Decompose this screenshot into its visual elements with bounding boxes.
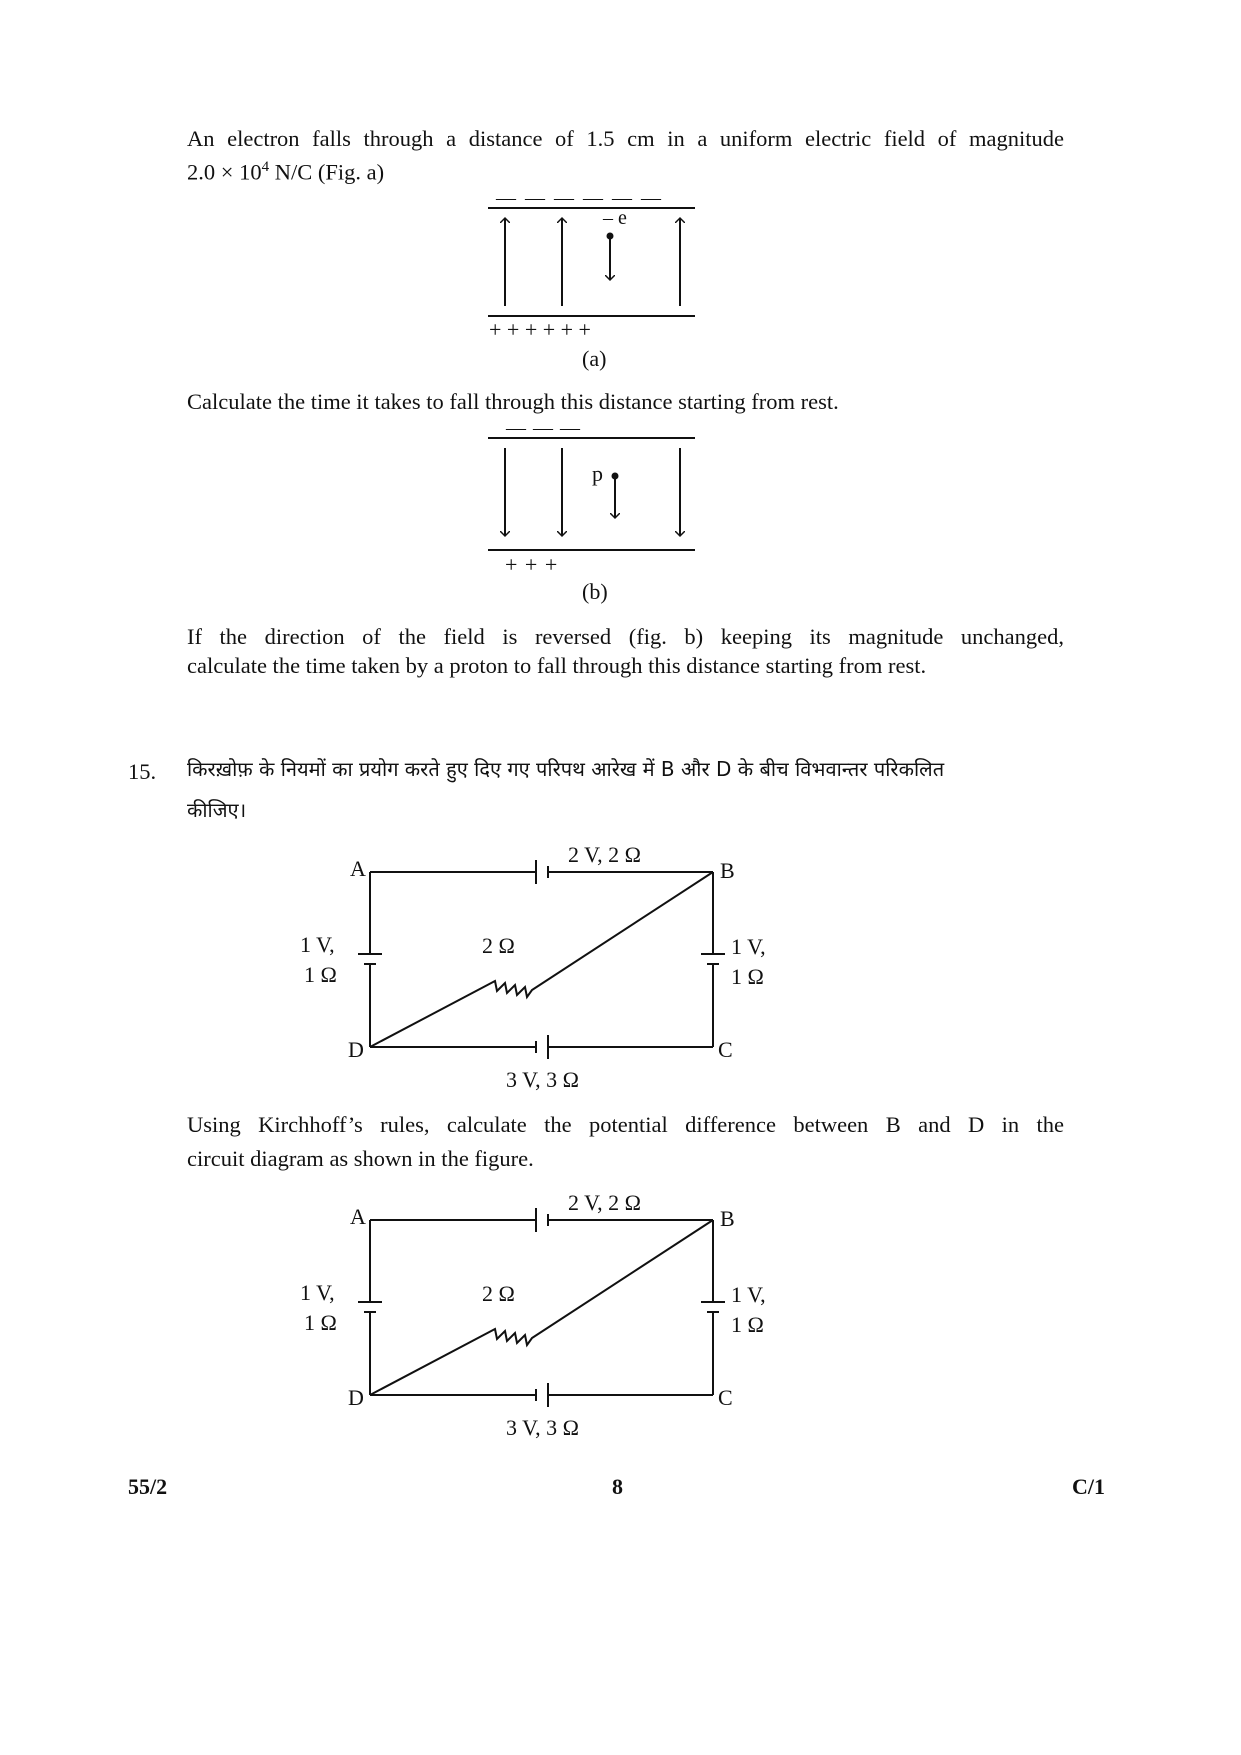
fig-b-top-plate-charges: — — —: [506, 420, 581, 439]
fig-a-caption: (a): [582, 346, 607, 371]
page-number: 8: [612, 1474, 623, 1499]
fig-a-bottom-plate-charges: + + + + + +: [489, 317, 591, 342]
diagonal-resistor-label: 2 Ω: [482, 1281, 515, 1306]
q14-reverse-line2: calculate the time taken by a proton to fall through this distance starting from rest.: [187, 653, 927, 678]
q15-english-line1: Using Kirchhoff’s rules, calculate the potential difference between B and D in the: [187, 1112, 1064, 1137]
set-code: C/1: [1072, 1474, 1105, 1499]
node-c-label: C: [718, 1037, 733, 1062]
circuit-diagram-english: [300, 1190, 780, 1450]
left-cell-resistance: 1 Ω: [304, 1310, 337, 1335]
field-exponent: 4: [261, 159, 270, 175]
top-cell-label: 2 V, 2 Ω: [568, 842, 642, 867]
right-cell-voltage: 1 V,: [731, 1282, 766, 1307]
electron-label: – e: [603, 207, 627, 229]
node-d-label: D: [348, 1385, 364, 1410]
q15-english-line2: circuit diagram as shown in the figure.: [187, 1146, 534, 1171]
fig-a-top-plate-charges: — — — — — —: [496, 188, 663, 209]
question-number: 15.: [128, 759, 157, 784]
left-cell-voltage: 1 V,: [300, 932, 335, 957]
fig-b-caption: (b): [582, 579, 608, 604]
node-b-label: B: [720, 1206, 735, 1231]
figure-b: [488, 420, 710, 610]
fig-b-bottom-plate-charges: + + +: [505, 552, 559, 577]
node-b-label: B: [720, 858, 735, 883]
left-cell-resistance: 1 Ω: [304, 962, 337, 987]
fig-a-ref: N/C (Fig. a): [269, 159, 385, 185]
paper-code: 55/2: [128, 1474, 168, 1499]
node-a-label: A: [350, 856, 366, 881]
q14-intro-line1: An electron falls through a distance of 1.5 cm in a uniform electric field of magnitude: [187, 126, 1064, 151]
right-cell-voltage: 1 V,: [731, 934, 766, 959]
left-cell-voltage: 1 V,: [300, 1280, 335, 1305]
q14-calc-text: Calculate the time it takes to fall through this distance starting from rest.: [187, 389, 839, 414]
circuit-diagram-hindi: [300, 842, 780, 1102]
proton-label: p: [592, 461, 603, 486]
node-c-label: C: [718, 1385, 733, 1410]
right-cell-resistance: 1 Ω: [731, 964, 764, 989]
q15-hindi-line2: कीजिए।: [187, 798, 247, 822]
right-cell-resistance: 1 Ω: [731, 1312, 764, 1337]
q14-reverse-line1: If the direction of the field is reversed (fig. b) keeping its magnitude unchanged,: [187, 624, 1064, 649]
bottom-cell-label: 3 V, 3 Ω: [506, 1067, 580, 1092]
diagonal-resistor-label: 2 Ω: [482, 933, 515, 958]
q15-hindi-line1: किरख़ोफ़ के नियमों का प्रयोग करते हुए दिए गए परिपथ आरेख में B और D के बीच विभवान्तर परिकलित: [187, 757, 945, 781]
field-magnitude: 2.0 × 10: [187, 159, 262, 185]
bottom-cell-label: 3 V, 3 Ω: [506, 1415, 580, 1440]
q14-intro-line2: [187, 153, 384, 187]
node-d-label: D: [348, 1037, 364, 1062]
top-cell-label: 2 V, 2 Ω: [568, 1190, 642, 1215]
figure-a: [488, 188, 710, 378]
node-a-label: A: [350, 1204, 366, 1229]
